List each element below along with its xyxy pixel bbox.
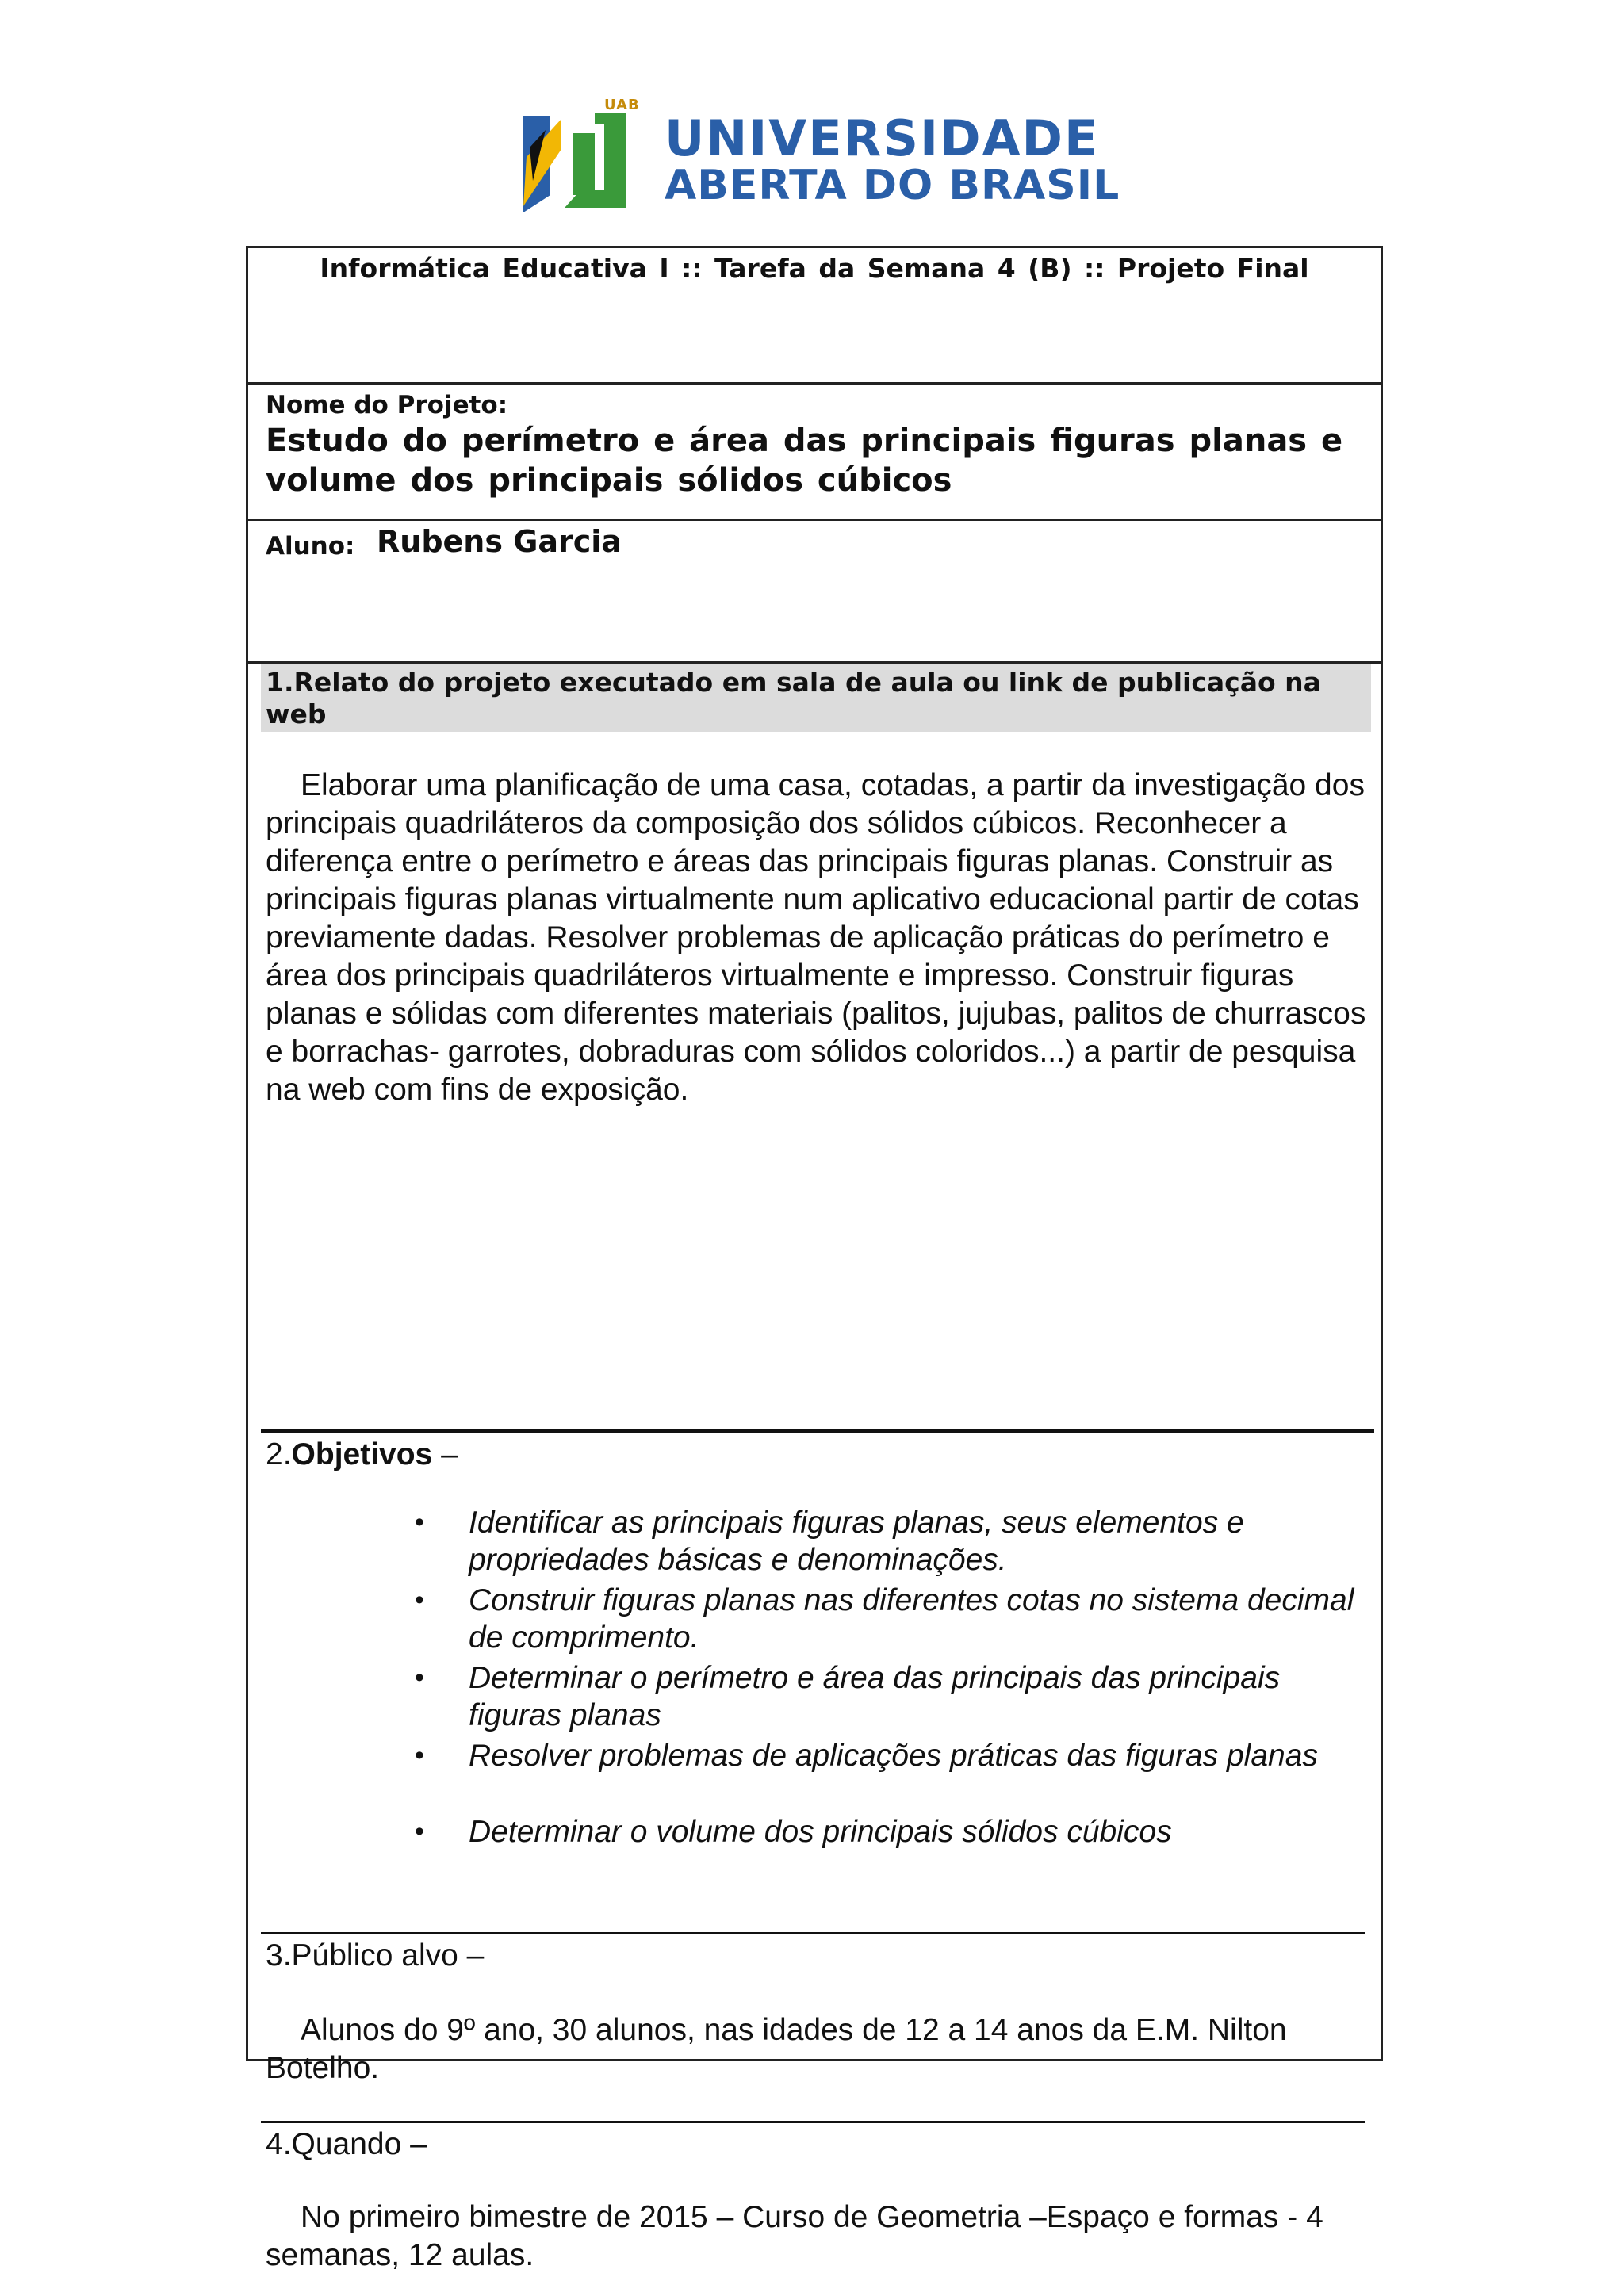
bullet-icon: • <box>415 1740 424 1770</box>
student-row <box>248 521 1381 664</box>
section2-dash: – <box>432 1437 458 1471</box>
section2-number: 2. <box>266 1437 292 1471</box>
section2-title-text: Objetivos <box>291 1437 433 1471</box>
section-divider <box>261 1932 1365 1934</box>
section1-heading: 1.Relato do projeto executado em sala de aula ou link de publicação na web <box>261 664 1371 732</box>
project-name: Estudo do perímetro e área das principais figuras planas e volume dos principais sólidos cúbicos <box>266 423 1343 499</box>
section-divider <box>261 2121 1365 2123</box>
bullet-icon: • <box>415 1507 424 1537</box>
logo-small-text: UAB <box>604 97 640 113</box>
section4-title: 4.Quando – <box>266 2127 427 2161</box>
uab-logo <box>515 94 1120 212</box>
course-title: Informática Educativa I :: Tarefa da Semana 4 (B) :: Projeto Final <box>320 253 1309 284</box>
logo-title-line1: UNIVERSIDADE <box>665 109 1100 167</box>
section-divider <box>261 1429 1374 1433</box>
section4-body: No primeiro bimestre de 2015 – Curso de Geometria –Espaço e formas - 4 semanas, 12 aulas. <box>266 2200 1323 2272</box>
bullet-icon: • <box>415 1816 424 1846</box>
project-name-label: Nome do Projeto: <box>266 391 508 419</box>
project-form <box>246 246 1383 2272</box>
student-label: Aluno: <box>266 532 355 561</box>
report-body <box>248 664 1381 2272</box>
section3-title: 3.Público alvo – <box>266 1938 485 1973</box>
objective-text: Determinar o perímetro e área das principais das principais figuras planas <box>469 1661 1281 1732</box>
objective-text: Resolver problemas de aplicações práticas das figuras planas <box>469 1739 1318 1773</box>
logo-title-line2: ABERTA DO BRASIL <box>665 162 1120 209</box>
objective-text: Construir figuras planas nas diferentes cotas no sistema decimal de comprimento. <box>469 1583 1354 1655</box>
section1-body: Elaborar uma planificação de uma casa, cotadas, a partir da investigação dos principais quadriláteros da composição dos sólidos cúbicos. Reconhecer a diferença entre o perímetro e áreas das principais figuras planas. Construir as principais figuras planas virtualmente num aplicativo educacional partir de cotas previamente dadas. Resolver problemas de aplicação práticas do perímetro e área dos principais quadriláteros virtualmente e impresso. Construir figuras planas e sólidas com diferentes materiais (palitos, jujubas, palitos de churrascos e borrachas- garrotes, dobraduras com sólidos coloridos...) a partir de pesquisa na web com fins de exposição. <box>266 768 1366 1107</box>
student-name: Rubens Garcia <box>377 524 622 559</box>
section3-body: Alunos do 9º ano, 30 alunos, nas idades de 12 a 14 anos da E.M. Nilton Botelho. <box>266 2013 1287 2085</box>
objective-text: Determinar o volume dos principais sólidos cúbicos <box>469 1815 1172 1849</box>
bullet-icon: • <box>415 1585 424 1615</box>
project-row <box>248 385 1381 521</box>
bullet-icon: • <box>415 1663 424 1693</box>
course-row <box>248 248 1381 385</box>
uab-logo-mark-icon <box>515 101 634 212</box>
section2-title <box>266 1436 458 1474</box>
objective-text: Identificar as principais figuras planas, seus elementos e propriedades básicas e denominações. <box>469 1506 1244 1577</box>
